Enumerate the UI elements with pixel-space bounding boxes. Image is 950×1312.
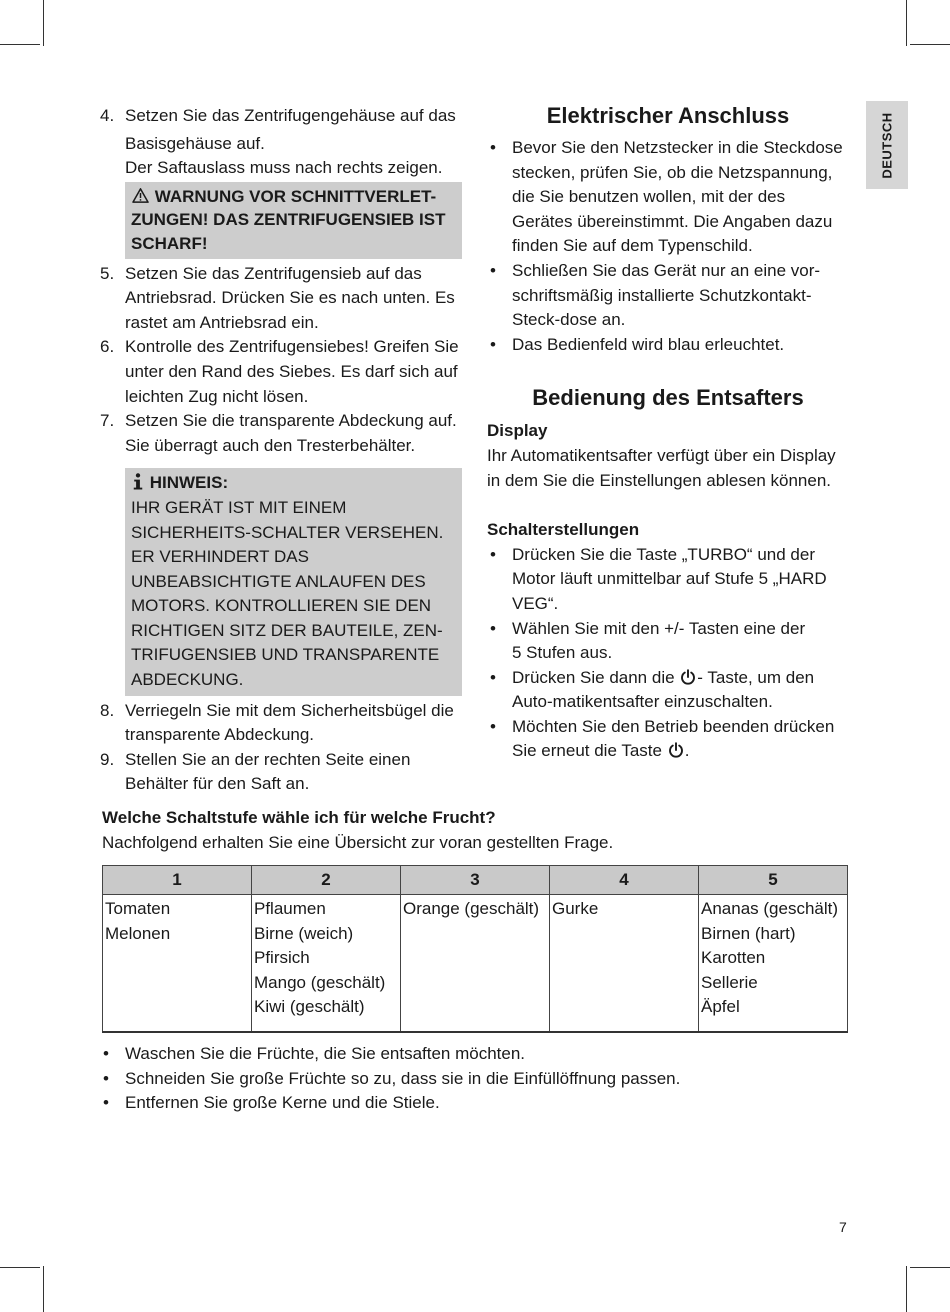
- table-header: 5: [699, 866, 848, 895]
- note-text: IHR GERÄT IST MIT EINEM SICHERHEITS-SCHALTER VERSEHEN. ER VERHINDERT DAS UNBEABSICHTIGTE ANLAUFEN DES MOTORS. KONTROLLIEREN SIE DEN RICHTIGEN SITZ DER BAUTEILE, ZEN-TRIFUGENSIEB UND TRANSPARENTE ABDECKUNG.: [131, 497, 444, 690]
- language-tab-label: DEUTSCH: [879, 111, 895, 179]
- step-4: 4. Setzen Sie das Zentrifugengehäuse auf das Basisgehäuse auf. Der Saftauslass muss nach rechts zeigen.: [100, 106, 456, 178]
- table-cell: Gurke: [550, 895, 699, 1033]
- warning-text: WARNUNG VOR SCHNITTVERLET-ZUNGEN! DAS ZENTRIFUGENSIEB IST SCHARF!: [131, 186, 446, 253]
- left-column: [100, 104, 462, 797]
- question-section: [102, 806, 848, 855]
- power-icon: [680, 669, 696, 685]
- table-cell: Tomaten Melonen: [103, 895, 252, 1033]
- crop-mark: [910, 1267, 950, 1268]
- crop-mark: [0, 1267, 40, 1268]
- crop-mark: [0, 44, 40, 45]
- warning-triangle-icon: [132, 188, 149, 203]
- bullet-item: • Das Bedienfeld wird blau erleuchtet.: [490, 334, 785, 354]
- table-row: [103, 895, 848, 1033]
- step-6: 6. Kontrolle des Zentrifugensiebes! Greifen Sie unter den Rand des Siebes. Es darf sich auf leichten Zug nicht lösen.: [100, 337, 459, 406]
- crop-mark: [906, 1266, 907, 1312]
- note-box: [125, 468, 462, 695]
- table-cell: Ananas (geschält) Birnen (hart) Karotten Sellerie Äpfel: [699, 895, 848, 1033]
- fruit-speed-table: [102, 865, 848, 1033]
- switch-subheading: Schalterstellungen: [487, 520, 640, 540]
- heading-operation: Bedienung des Entsafters: [532, 385, 804, 411]
- language-tab: [866, 101, 908, 189]
- display-subheading: Display: [487, 421, 548, 441]
- warning-box: [125, 182, 462, 259]
- bullet-item: • Drücken Sie die Taste „TURBO“ und der Motor läuft unmittelbar auf Stufe 5 „HARD VEG“.: [490, 544, 827, 613]
- step-8: 8. Verriegeln Sie mit dem Sicherheitsbügel die transparente Abdeckung.: [100, 700, 454, 745]
- bullet-item: • Drücken Sie dann die - Taste, um den Auto-matikentsafter einzuschalten.: [490, 667, 815, 712]
- bullet-item: • Schließen Sie das Gerät nur an eine vor-schriftsmäßig installierte Schutzkontakt-Steck-dose an.: [490, 260, 821, 330]
- bullet-item: • Wählen Sie mit den +/- Tasten eine der 5 Stufen aus.: [490, 618, 806, 663]
- table-header: 4: [550, 866, 699, 895]
- step-7: 7. Setzen Sie die transparente Abdeckung auf. Sie überragt auch den Tresterbehälter.: [100, 411, 457, 455]
- step-9: 9. Stellen Sie an der rechten Seite einen Behälter für den Saft an.: [100, 749, 411, 794]
- table-header: 3: [401, 866, 550, 895]
- info-icon: [132, 473, 144, 490]
- crop-mark: [43, 0, 44, 46]
- crop-mark: [43, 1266, 44, 1312]
- page-number: 7: [839, 1219, 847, 1235]
- bullet-item: • Schneiden Sie große Früchte so zu, dass sie in die Einfüllöffnung passen.: [103, 1068, 681, 1088]
- tips-list: [100, 1042, 860, 1116]
- question-title: Welche Schaltstufe wähle ich für welche Frucht?: [102, 808, 496, 827]
- bullet-item: • Waschen Sie die Früchte, die Sie entsaften möchten.: [103, 1044, 526, 1063]
- table-header: 1: [103, 866, 252, 895]
- table-cell: Pflaumen Birne (weich) Pfirsich Mango (geschält) Kiwi (geschält): [252, 895, 401, 1033]
- power-icon: [668, 742, 684, 758]
- step-5: 5. Setzen Sie das Zentrifugensieb auf das Antriebsrad. Drücken Sie es nach unten. Es rastet am Antriebsrad ein.: [100, 263, 455, 332]
- table-cell: Orange (geschält): [401, 895, 550, 1033]
- table-header: 2: [252, 866, 401, 895]
- display-text: Ihr Automatikentsafter verfügt über ein Display in dem Sie die Einstellungen ablesen können.: [487, 445, 836, 490]
- crop-mark: [906, 0, 907, 46]
- bullet-item: • Möchten Sie den Betrieb beenden drücken Sie erneut die Taste .: [490, 716, 835, 761]
- note-title: HINWEIS:: [149, 473, 229, 493]
- right-column: [487, 101, 849, 764]
- question-intro: Nachfolgend erhalten Sie eine Übersicht zur voran gestellten Frage.: [102, 832, 614, 852]
- bullet-item: • Entfernen Sie große Kerne und die Stiele.: [103, 1093, 440, 1113]
- heading-electrical: Elektrischer Anschluss: [546, 103, 790, 128]
- bullet-item: • Bevor Sie den Netzstecker in die Steckdose stecken, prüfen Sie, ob die Netzspannung, die Sie benutzen wollen, mit der des Gerätes übereinstimmt. Die Angaben dazu finden Sie auf dem Typenschild.: [490, 138, 843, 256]
- crop-mark: [910, 44, 950, 45]
- table-header-row: [103, 866, 848, 895]
